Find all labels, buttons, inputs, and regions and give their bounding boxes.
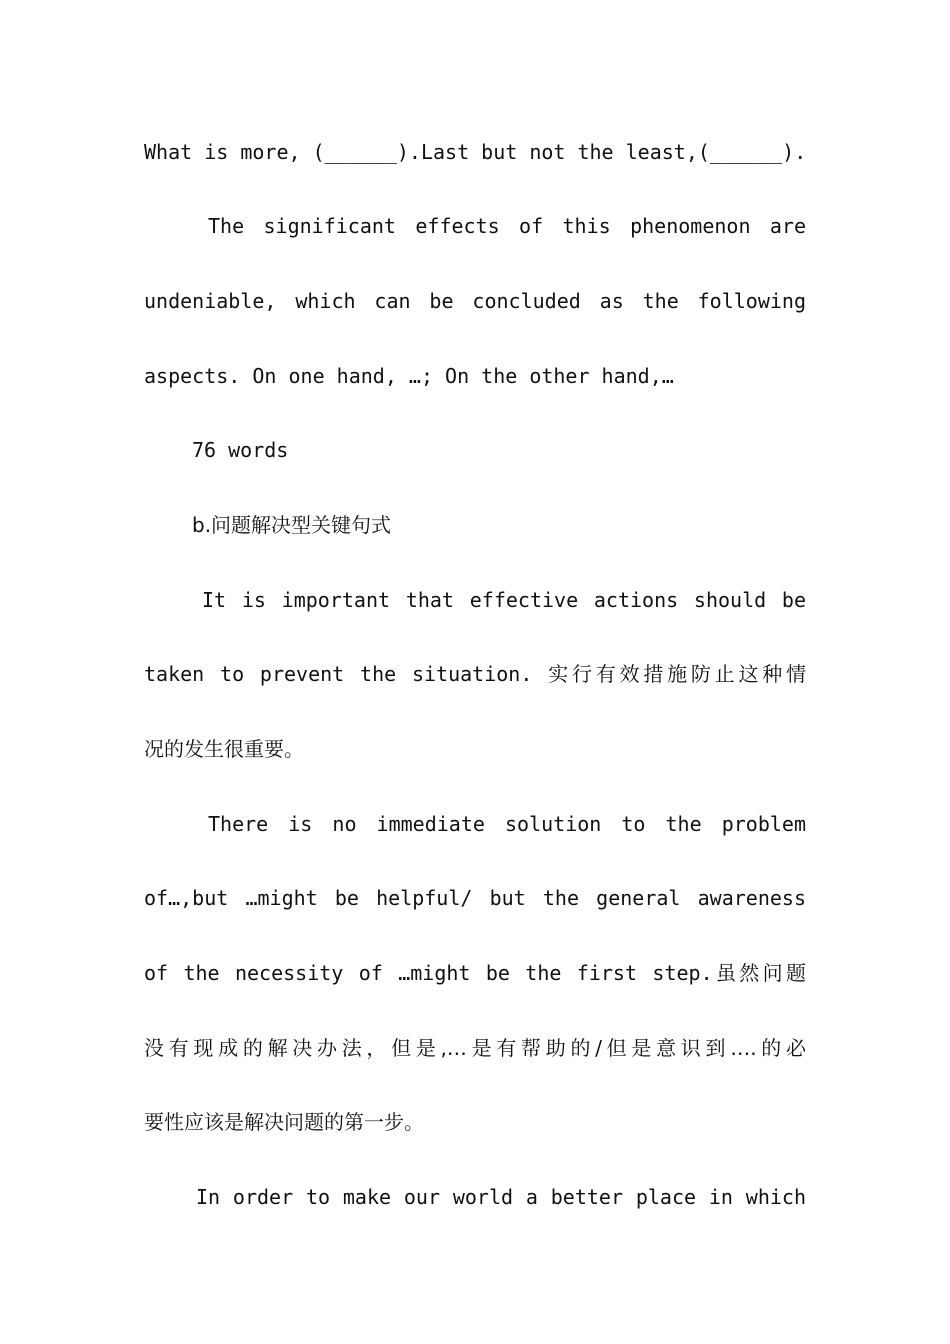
text-line: taken to prevent the situation. 实行有效措施防止这种情	[144, 662, 806, 686]
text-line: 没有现成的解决办法，但是,…是有帮助的/但是意识到….的必	[144, 1036, 806, 1060]
text-line: of…,but …might be helpful/ but the general awareness	[144, 886, 806, 910]
section-heading: b.问题解决型关键句式	[192, 513, 392, 537]
text-line: There is no immediate solution to the problem	[208, 812, 806, 836]
text-line: What is more, (______).Last but not the least,(______).	[144, 140, 806, 164]
text-line: The significant effects of this phenomenon are	[208, 214, 806, 238]
text-line: undeniable, which can be concluded as the following	[144, 289, 806, 313]
text-line: aspects. On one hand, …; On the other hand,…	[144, 364, 674, 388]
text-line: 要性应该是解决问题的第一步。	[144, 1110, 424, 1134]
text-line: 况的发生很重要。	[144, 737, 304, 761]
word-count: 76 words	[192, 438, 289, 462]
text-line: of the necessity of …might be the first step.虽然问题	[144, 961, 806, 985]
text-line: It is important that effective actions should be	[202, 588, 806, 612]
text-line: In order to make our world a better place in which	[196, 1185, 806, 1209]
